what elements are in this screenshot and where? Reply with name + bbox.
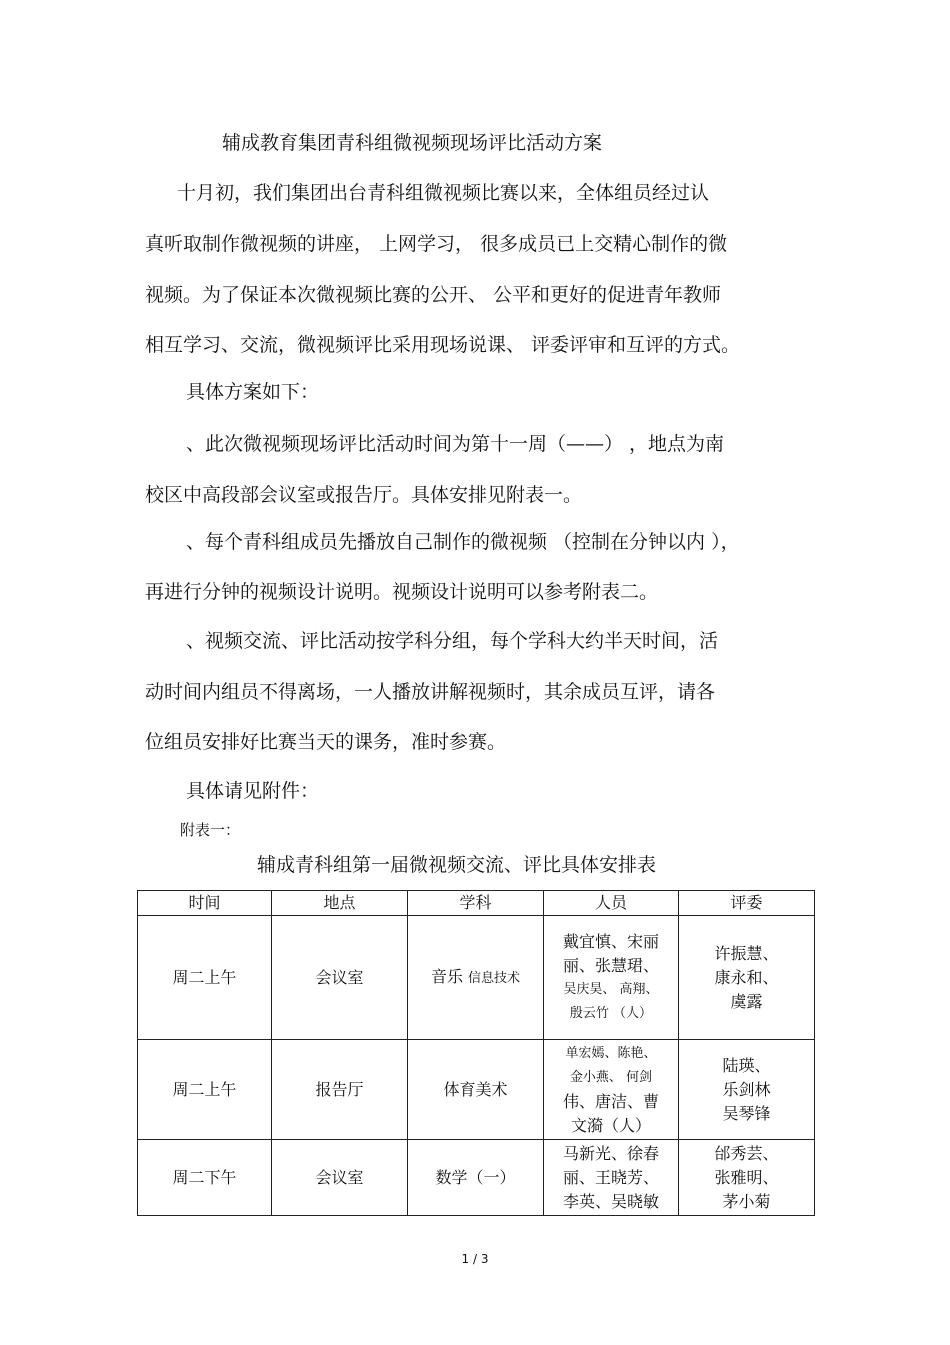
- judge-line: 邰秀芸、: [714, 1143, 779, 1163]
- header-judges: 评委: [679, 891, 815, 916]
- cell-subject: 数学（一）: [408, 1140, 544, 1216]
- people-line: 李英、吴晓敏: [562, 1191, 659, 1211]
- judge-line: 陆瑛、: [722, 1055, 771, 1075]
- item3-line-1: 、视频交流、评比活动按学科分组，每个学科大约半天时间，活: [186, 630, 719, 652]
- cell-place: 会议室: [272, 916, 408, 1040]
- see-attachment: 具体请见附件：: [186, 780, 320, 802]
- item3-line-3: 位组员安排好比赛当天的课务，准时参赛。: [145, 731, 507, 753]
- people-line: 马新光、徐春: [562, 1143, 659, 1163]
- item2-line-1: 、每个青科组成员先播放自己制作的微视频 （控制在分钟以内 ），: [186, 531, 740, 553]
- table-row: [138, 1140, 815, 1216]
- cell-subject: 体育美术: [408, 1040, 544, 1140]
- cell-judges: [679, 1140, 815, 1216]
- judge-line: 虞露: [730, 991, 763, 1011]
- paragraph-intro-line-2: 真听取制作微视频的讲座， 上网学习， 很多成员已上交精心制作的微: [145, 233, 728, 255]
- subject-extra: 信息技术: [468, 970, 521, 986]
- cell-people: [544, 916, 679, 1040]
- people-line: 殷云竹 （人）: [569, 1005, 653, 1021]
- appendix-label: 附表一：: [180, 821, 241, 839]
- cell-people: [544, 1140, 679, 1216]
- paragraph-intro-line-1: 十月初，我们集团出台青科组微视频比赛以来，全体组员经过认: [177, 182, 710, 204]
- judge-line: 康永和、: [714, 967, 779, 987]
- table-row: [138, 916, 815, 1040]
- header-place: 地点: [272, 891, 408, 916]
- people-line: 戴宜慎、宋丽: [562, 931, 659, 951]
- people-line: 伟、唐洁、曹: [562, 1091, 659, 1111]
- cell-people: [544, 1040, 679, 1140]
- judge-line: 乐剑林: [722, 1079, 771, 1099]
- item2-line-2: 再进行分钟的视频设计说明。视频设计说明可以参考附表二。: [145, 581, 659, 603]
- people-line: 丽、王晓芳、: [562, 1167, 659, 1187]
- table-title: 辅成青科组第一届微视频交流、评比具体安排表: [257, 854, 657, 876]
- cell-time: 周二上午: [138, 916, 272, 1040]
- header-people: 人员: [544, 891, 679, 916]
- paragraph-intro-line-3: 视频。为了保证本次微视频比赛的公开、 公平和更好的促进青年教师: [145, 284, 722, 306]
- header-time: 时间: [138, 891, 272, 916]
- item1-line-1: 、此次微视频现场评比活动时间为第十一周（——） ，地点为南: [186, 433, 725, 455]
- page-number: 1 / 3: [461, 1252, 489, 1266]
- people-line: 吴庆昊、 高翔、: [563, 981, 659, 997]
- table-header-row: [138, 891, 815, 916]
- cell-time: 周二上午: [138, 1040, 272, 1140]
- cell-place: 报告厅: [272, 1040, 408, 1140]
- plan-heading: 具体方案如下：: [186, 381, 320, 403]
- item3-line-2: 动时间内组员不得离场，一人播放讲解视频时，其余成员互评，请各: [145, 681, 716, 703]
- header-subject: 学科: [408, 891, 544, 916]
- people-line: 金小燕、 何剑: [569, 1069, 653, 1085]
- cell-time: 周二下午: [138, 1140, 272, 1216]
- people-line: 丽、张慧珺、: [562, 955, 659, 975]
- judge-line: 张雅明、: [714, 1167, 779, 1187]
- judge-line: 茅小菊: [722, 1191, 771, 1211]
- cell-subject: [408, 916, 544, 1040]
- people-line: 单宏嫣、陈艳、: [565, 1045, 657, 1061]
- document-title: 辅成教育集团青科组微视频现场评比活动方案: [222, 132, 603, 154]
- people-line: 文漪（人）: [570, 1115, 651, 1135]
- schedule-table: [137, 890, 815, 1216]
- judge-line: 许振慧、: [714, 943, 779, 963]
- cell-place: 会议室: [272, 1140, 408, 1216]
- item1-line-2: 校区中高段部会议室或报告厅。具体安排见附表一。: [145, 484, 583, 506]
- cell-judges: [679, 1040, 815, 1140]
- cell-judges: [679, 916, 815, 1040]
- paragraph-intro-line-4: 相互学习、交流，微视频评比采用现场说课、 评委评审和互评的方式。: [145, 334, 741, 356]
- subject-main: 音乐: [430, 966, 463, 986]
- judge-line: 吴琴锋: [722, 1103, 771, 1123]
- table-row: [138, 1040, 815, 1140]
